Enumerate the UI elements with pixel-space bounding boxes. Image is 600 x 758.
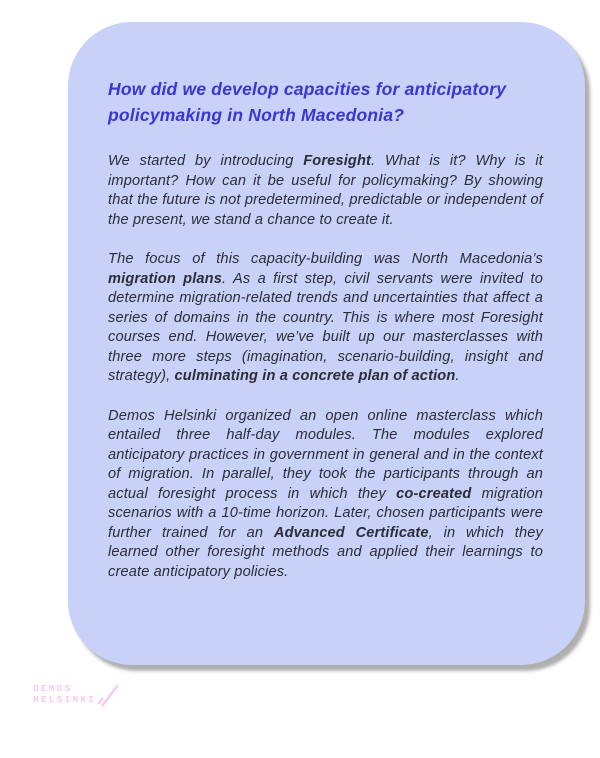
bold-text-run: Advanced Certificate: [273, 524, 429, 541]
text-run: .: [455, 368, 460, 384]
page-title: How did we develop capacities for anticipatory policymaking in North Macedonia?: [108, 79, 507, 125]
text-run: , in which they learned other foresight methods and applied their learnings to create anticipatory policies.: [108, 524, 543, 580]
bold-text-run: culminating in a concrete plan of action: [174, 368, 456, 384]
text-run: . What is it? Why is it important? How can it be useful for policymaking? By showing that the future is not predetermined, predictable or independent of the present, we stand a chance to create it.: [108, 153, 543, 228]
logo-line-demos: DEMOS: [33, 683, 73, 694]
text-run: . As a first step, civil servants were invited to determine migration-related trends and uncertainties that affect a series of domains in the country. This is where most Foresight courses end. However, we’ve built up our masterclasses with three more steps (imagination, scenario-building, insight and strategy),: [108, 270, 543, 384]
logo-line-helsinki: HELSINKI: [33, 693, 97, 705]
content-card: [68, 22, 585, 665]
demos-helsinki-logo: [33, 684, 121, 708]
paragraph: [108, 407, 543, 583]
logo-wordmark: [33, 684, 96, 705]
text-run: The focus of this capacity-building was North Macedonia’s: [108, 251, 543, 267]
text-run: Demos Helsinki organized an open online masterclass which entailed three half-day modules. The modules explored anticipatory practices in government in general and in the context of migration. In parallel, they took the participants through an actual foresight process in which they: [108, 407, 543, 502]
body-text: [108, 152, 543, 582]
bold-text-run: co-created: [396, 485, 472, 502]
paragraph: [108, 250, 543, 387]
paragraph: [108, 152, 543, 230]
logo-slash-icon: [97, 682, 121, 708]
bold-text-run: Foresight: [303, 153, 372, 169]
bold-text-run: migration plans: [108, 270, 223, 287]
text-run: migration scenarios with a 10-time horizon. Later, chosen participants were further trained for an: [108, 485, 543, 541]
text-run: We started by introducing: [108, 153, 304, 169]
